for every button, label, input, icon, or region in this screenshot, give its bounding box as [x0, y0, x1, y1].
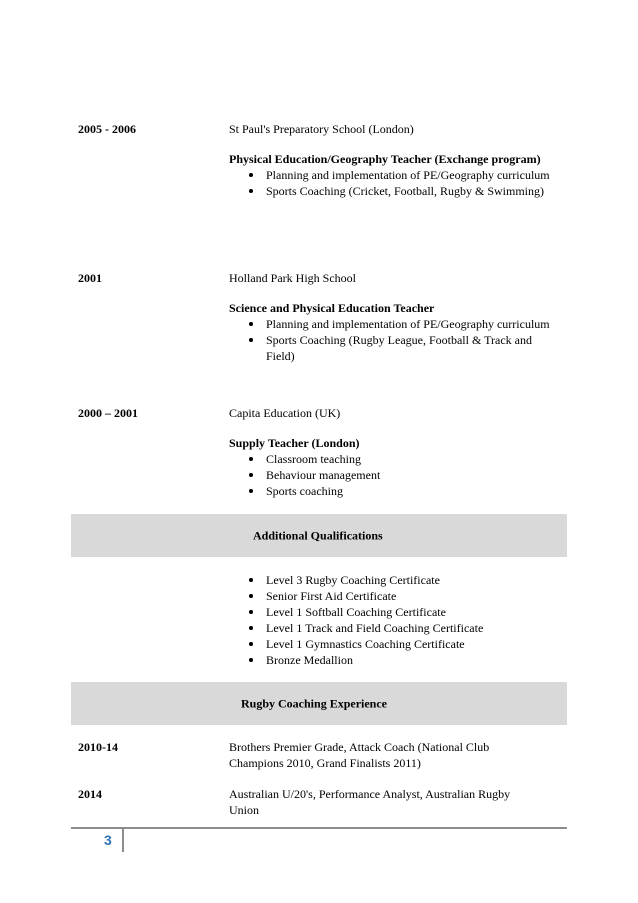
- entry-job-title: Physical Education/Geography Teacher (Exchange program): [229, 152, 541, 166]
- list-item: Level 1 Gymnastics Coaching Certificate: [229, 636, 559, 652]
- list-item: Senior First Aid Certificate: [229, 588, 559, 604]
- entry-job-title: Supply Teacher (London): [229, 436, 360, 450]
- entry-details: [229, 270, 559, 364]
- entry-date: 2014: [78, 787, 102, 801]
- list-item: Level 3 Rugby Coaching Certificate: [229, 572, 559, 588]
- list-item: Planning and implementation of PE/Geography curriculum: [229, 167, 559, 183]
- list-item: Level 1 Softball Coaching Certificate: [229, 604, 559, 620]
- qualifications-list: [229, 572, 559, 668]
- section-heading: Rugby Coaching Experience: [241, 696, 388, 710]
- page-number: 3: [104, 832, 112, 848]
- list-item: Sports Coaching (Cricket, Football, Rugby & Swimming): [229, 183, 559, 199]
- entry-bullets: [229, 167, 559, 199]
- section-header-rugby: [71, 682, 567, 725]
- entry-date: 2000 – 2001: [78, 406, 138, 420]
- qualifications-list-container: [229, 572, 559, 668]
- list-item: Behaviour management: [229, 467, 559, 483]
- entry-date: 2010-14: [78, 740, 118, 754]
- entry-details: [229, 121, 559, 199]
- list-item: Level 1 Track and Field Coaching Certificate: [229, 620, 559, 636]
- list-item: Sports coaching: [229, 483, 559, 499]
- entry-date: 2005 - 2006: [78, 122, 136, 136]
- entry-details: [229, 405, 559, 499]
- entry-text: Australian U/20's, Performance Analyst, Australian Rugby Union: [229, 787, 511, 817]
- footer-divider: [71, 827, 567, 829]
- entry-organization: St Paul's Preparatory School (London): [229, 122, 414, 136]
- footer-divider-vertical: [122, 827, 124, 852]
- section-header-qualifications: [71, 514, 567, 557]
- entry-details: [229, 786, 534, 818]
- entry-details: [229, 739, 534, 771]
- section-heading: Additional Qualifications: [253, 528, 383, 542]
- list-item: Sports Coaching (Rugby League, Football & Track and Field): [229, 332, 559, 364]
- list-item: Planning and implementation of PE/Geography curriculum: [229, 316, 559, 332]
- entry-bullets: [229, 316, 559, 364]
- entry-text: Brothers Premier Grade, Attack Coach (National Club Champions 2010, Grand Finalists 2011): [229, 740, 490, 770]
- list-item: Bronze Medallion: [229, 652, 559, 668]
- list-item: Classroom teaching: [229, 451, 559, 467]
- entry-organization: Holland Park High School: [229, 271, 356, 285]
- entry-date: 2001: [78, 271, 102, 285]
- entry-bullets: [229, 451, 559, 499]
- entry-organization: Capita Education (UK): [229, 406, 341, 420]
- entry-job-title: Science and Physical Education Teacher: [229, 301, 435, 315]
